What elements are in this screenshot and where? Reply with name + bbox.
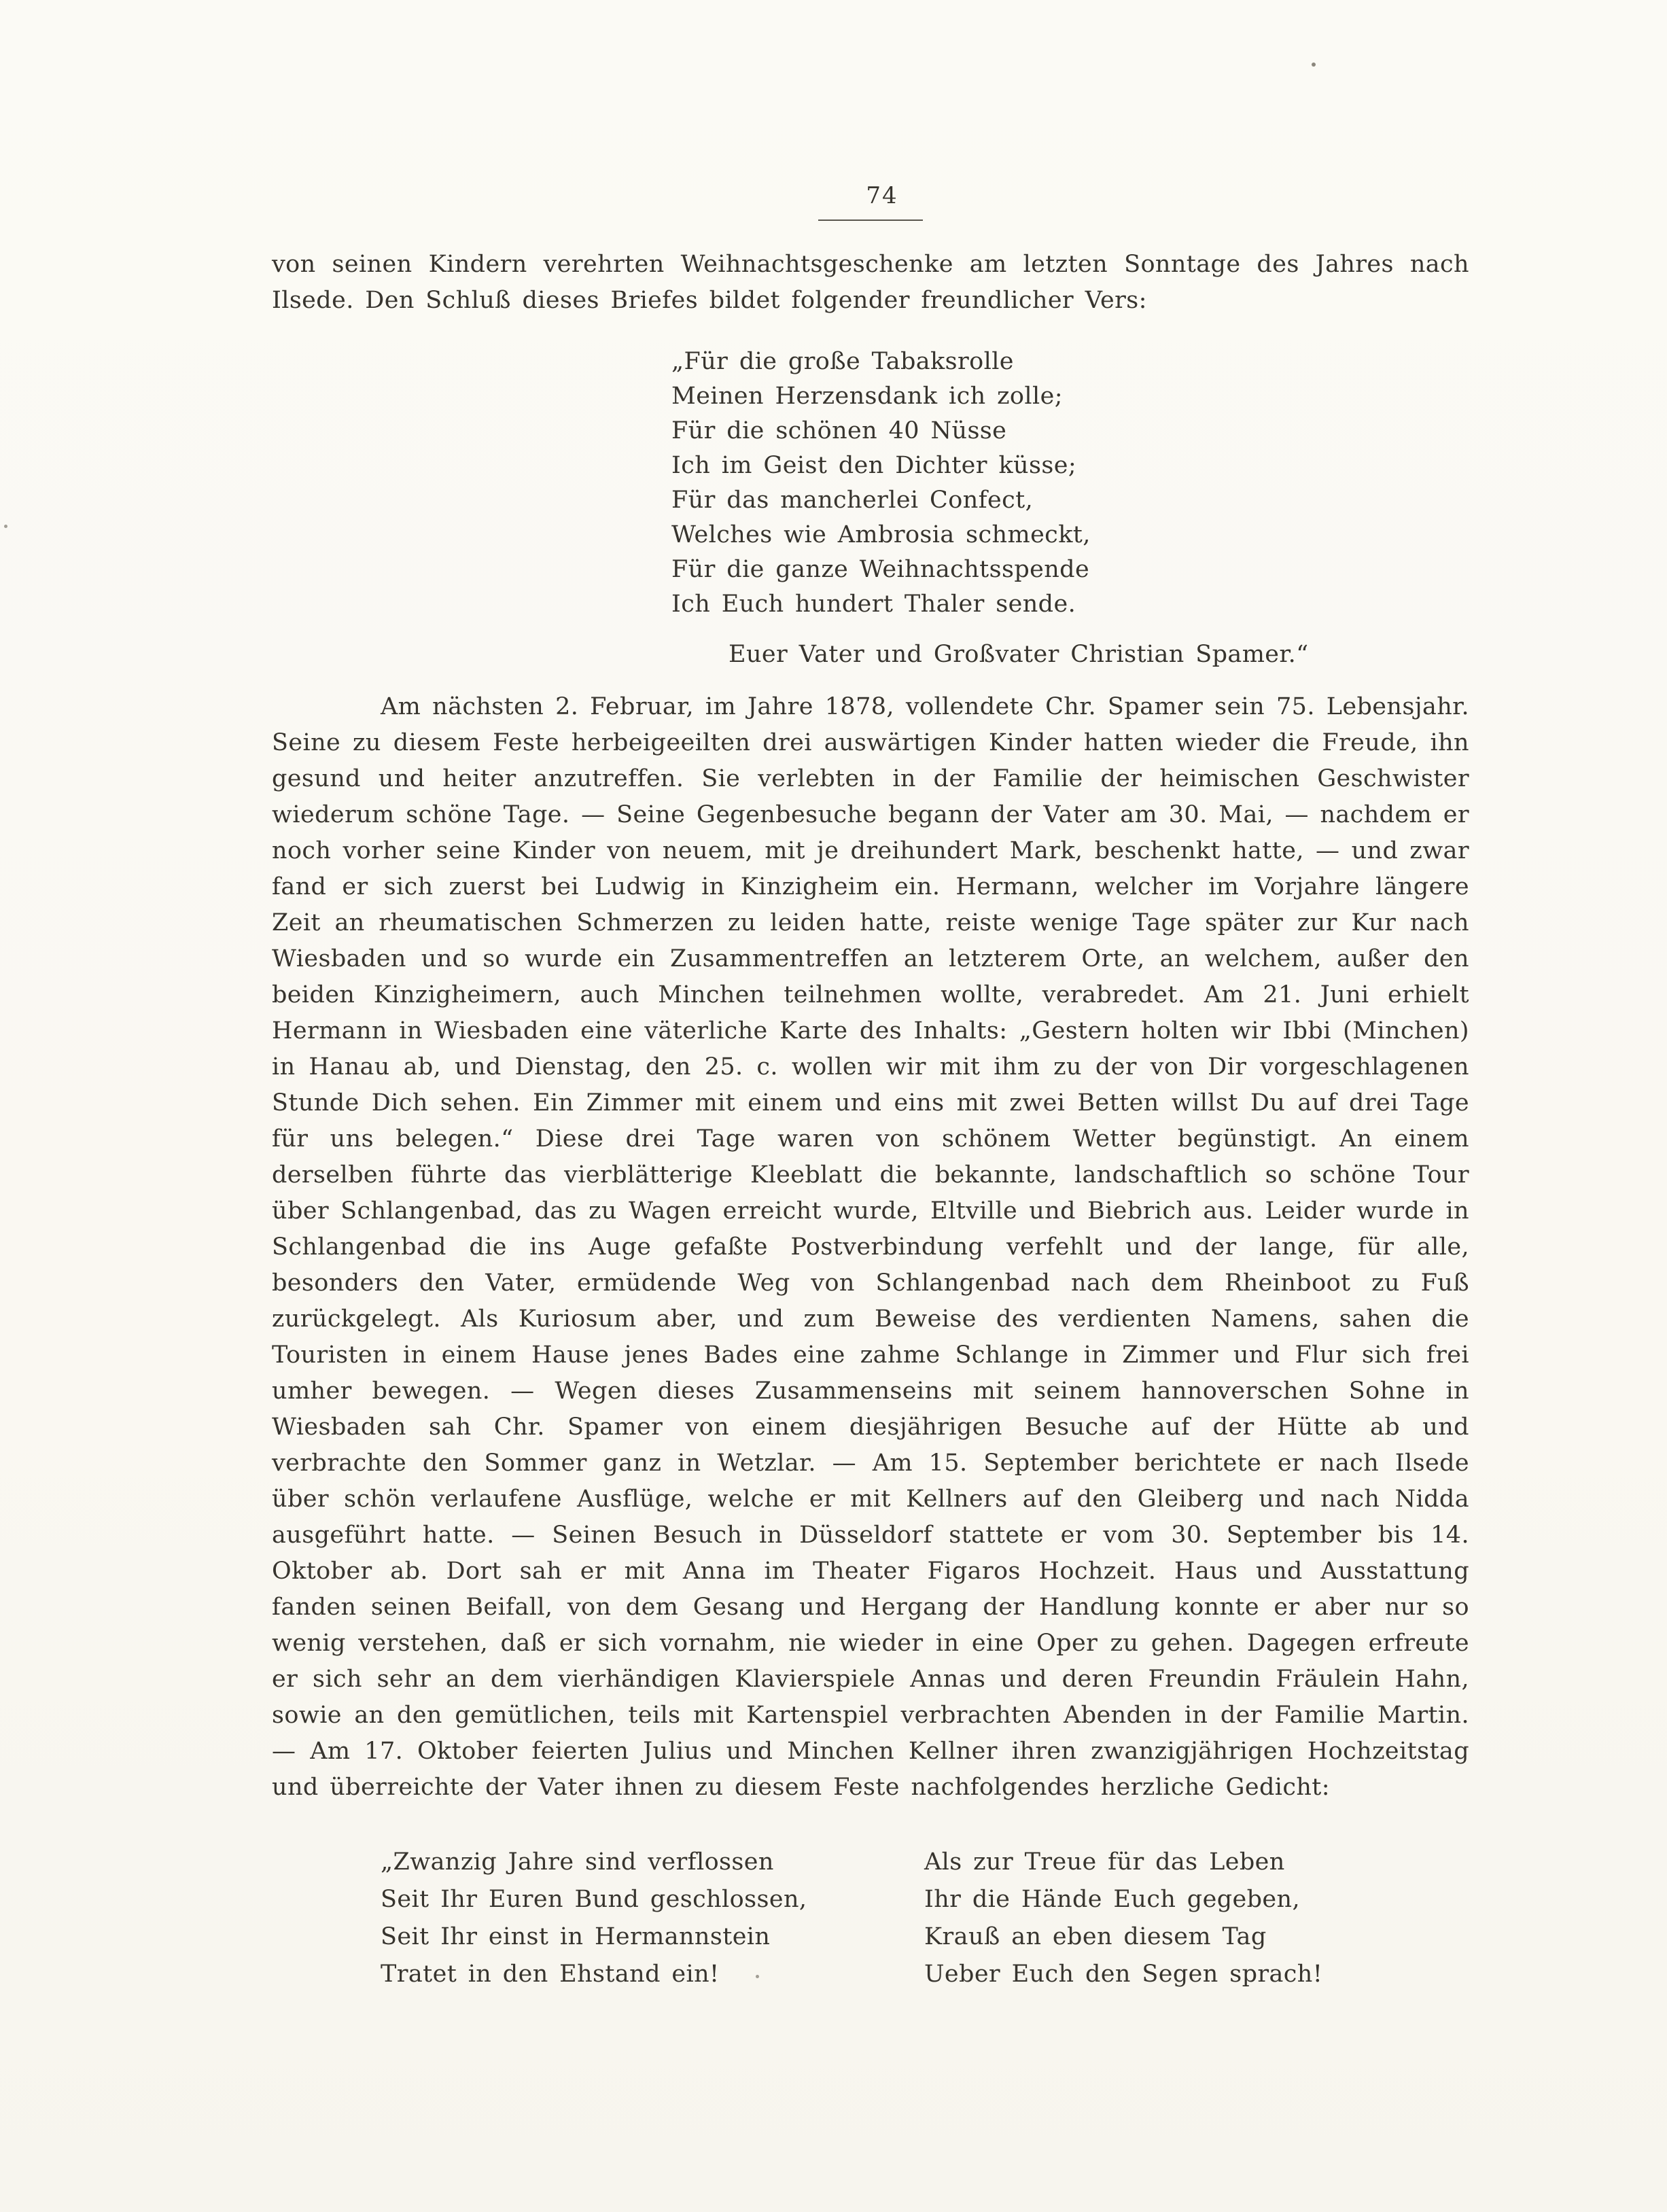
christmas-poem	[671, 345, 1469, 622]
poem-line: „Für die große Tabaksrolle	[671, 348, 1014, 375]
poem-line: Tratet in den Ehstand ein!	[381, 1961, 720, 1988]
poem-line: Ihr die Hände Euch gegeben,	[924, 1886, 1301, 1913]
poem-line: Ich im Geist den Dichter küsse;	[671, 452, 1077, 479]
scan-speck	[4, 525, 7, 528]
poem-line: Ueber Euch den Segen sprach!	[924, 1961, 1323, 1988]
anniversary-poem-left-column	[381, 1844, 924, 1993]
poem-line: Für das mancherlei Confect,	[671, 487, 1034, 514]
page-number: 74	[818, 178, 922, 221]
anniversary-poem-right-column	[924, 1844, 1322, 1993]
poem-line: Für die schönen 40 Nüsse	[671, 417, 1007, 444]
page-header	[272, 178, 1469, 221]
poem-line: Seit Ihr Euren Bund geschlossen,	[381, 1886, 807, 1913]
intro-paragraph: von seinen Kindern verehrten Weihnachtsgeschenke am letzten Sonntage des Jahres nach Ilsede. Den Schluß dieses Briefes bildet folgender freundlicher Vers:	[272, 251, 1469, 314]
poem-line: Seit Ihr einst in Hermannstein	[381, 1923, 771, 1950]
poem-line: Für die ganze Weihnachtsspende	[671, 556, 1090, 583]
anniversary-poem	[381, 1844, 1469, 1993]
page-content	[272, 178, 1469, 1993]
main-paragraph: Am nächsten 2. Februar, im Jahre 1878, vollendete Chr. Spamer sein 75. Lebensjahr. Seine zu diesem Feste herbeigeeilten drei auswärtigen Kinder hatten wieder die Freude, ihn gesund und heiter anzutreffen. Sie verlebten in der Familie der heimischen Geschwister wiederum schöne Tage. — Seine Gegenbesuche begann der Vater am 30. Mai, — nachdem er noch vorher seine Kinder von neuem, mit je dreihundert Mark, beschenkt hatte, — und zwar fand er sich zuerst bei Ludwig in Kinzigheim ein. Hermann, welcher im Vorjahre längere Zeit an rheumatischen Schmerzen zu leiden hatte, reiste wenige Tage später zur Kur nach Wiesbaden und so wurde ein Zusammentreffen an letzterem Orte, an welchem, außer den beiden Kinzigheimern, auch Minchen teilnehmen wollte, verabredet. Am 21. Juni erhielt Hermann in Wiesbaden eine väterliche Karte des Inhalts: „Gestern holten wir Ibbi (Minchen) in Hanau ab, und Dienstag, den 25. c. wollen wir mit ihm zu der von Dir vorgeschlagenen Stunde Dich sehen. Ein Zimmer mit einem und eins mit zwei Betten willst Du auf drei Tage für uns belegen.“ Diese drei Tage waren von schönem Wetter begünstigt. An einem derselben führte das vierblätterige Kleeblatt die bekannte, landschaftlich so schöne Tour über Schlangenbad, das zu Wagen erreicht wurde, Eltville und Biebrich aus. Leider wurde in Schlangenbad die ins Auge gefaßte Postverbindung verfehlt und der lange, für alle, besonders den Vater, ermüdende Weg von Schlangenbad nach dem Rheinboot zu Fuß zurückgelegt. Als Kuriosum aber, und zum Beweise des verdienten Namens, sahen die Touristen in einem Hause jenes Bades eine zahme Schlange in Zimmer und Flur sich frei umher bewegen. — Wegen dieses Zusammenseins mit seinem hannoverschen Sohne in Wiesbaden sah Chr. Spamer von einem diesjährigen Besuche auf der Hütte ab und verbrachte den Sommer ganz in Wetzlar. — Am 15. September berichtete er nach Ilsede über schön verlaufene Ausflüge, welche er mit Kellners auf den Gleiberg und nach Nidda ausgeführt hatte. — Seinen Besuch in Düsseldorf stattete er vom 30. September bis 14. Oktober ab. Dort sah er mit Anna im Theater Figaros Hochzeit. Haus und Ausstattung fanden seinen Beifall, von dem Gesang und Hergang der Handlung konnte er aber nur so wenig verstehen, daß er sich vornahm, nie wieder in eine Oper zu gehen. Dagegen erfreute er sich sehr an dem vierhändigen Klavierspiele Annas und deren Freundin Fräulein Hahn, sowie an den gemütlichen, teils mit Kartenspiel verbrachten Abenden in der Familie Martin. — Am 17. Oktober feierten Julius und Minchen Kellner ihren zwanzigjährigen Hochzeitstag und überreichte der Vater ihnen zu diesem Feste nachfolgendes herzliche Gedicht:	[272, 693, 1469, 1801]
poem-line: „Zwanzig Jahre sind verflossen	[381, 1848, 774, 1876]
poem-line: Welches wie Ambrosia schmeckt,	[671, 521, 1091, 548]
poem-line: Krauß an eben diesem Tag	[924, 1923, 1267, 1950]
scan-speck	[1312, 63, 1316, 67]
poem-line: Ich Euch hundert Thaler sende.	[671, 591, 1076, 618]
poem-attribution: Euer Vater und Großvater Christian Spamer.“	[729, 641, 1309, 668]
poem-line: Meinen Herzensdank ich zolle;	[671, 383, 1063, 410]
poem-line: Als zur Treue für das Leben	[924, 1848, 1285, 1876]
